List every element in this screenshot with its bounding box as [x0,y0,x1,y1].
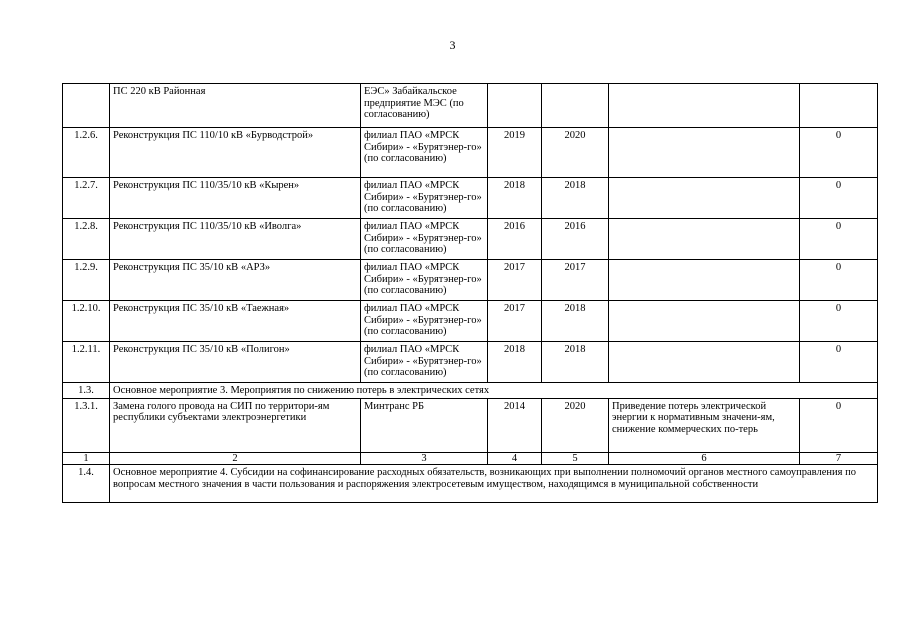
cell-value: 0 [800,342,878,383]
cell-num: 1.2.10. [63,301,110,342]
cell-executor: ЕЭС» Забайкальское предприятие МЭС (по согласованию) [361,84,488,128]
cell-value: 0 [800,398,878,452]
column-number: 4 [488,452,542,465]
cell-value [800,84,878,128]
column-number: 1 [63,452,110,465]
cell-executor: филиал ПАО «МРСК Сибири» - «Бурятэнер-го» (по согласованию) [361,128,488,178]
cell-result [609,219,800,260]
section-title: Основное мероприятие 3. Мероприятия по снижению потерь в электрических сетях [110,383,878,399]
cell-start: 2019 [488,128,542,178]
cell-start: 2017 [488,260,542,301]
cell-end: 2018 [542,178,609,219]
cell-start: 2018 [488,178,542,219]
cell-start [488,84,542,128]
cell-num: 1.2.8. [63,219,110,260]
cell-end [542,84,609,128]
cell-start: 2018 [488,342,542,383]
cell-name: Реконструкция ПС 35/10 кВ «АРЗ» [110,260,361,301]
section-num: 1.4. [63,465,110,503]
cell-name: Реконструкция ПС 110/10 кВ «Бурводстрой» [110,128,361,178]
column-number: 2 [110,452,361,465]
cell-name: Реконструкция ПС 110/35/10 кВ «Кырен» [110,178,361,219]
table-row [63,342,878,383]
cell-end: 2018 [542,301,609,342]
cell-result [609,260,800,301]
cell-start: 2014 [488,398,542,452]
section-num: 1.3. [63,383,110,399]
table-row [63,219,878,260]
cell-value: 0 [800,260,878,301]
cell-value: 0 [800,301,878,342]
column-number: 6 [609,452,800,465]
cell-executor: филиал ПАО «МРСК Сибири» - «Бурятэнер-го» (по согласованию) [361,342,488,383]
cell-executor: филиал ПАО «МРСК Сибири» - «Бурятэнер-го» (по согласованию) [361,301,488,342]
cell-result [609,342,800,383]
cell-start: 2016 [488,219,542,260]
cell-name: Замена голого провода на СИП по территори-ям республики субъектами электроэнергетики [110,398,361,452]
table-row [63,260,878,301]
cell-num [63,84,110,128]
column-number-row [63,452,878,465]
cell-name: Реконструкция ПС 110/35/10 кВ «Иволга» [110,219,361,260]
column-number: 5 [542,452,609,465]
cell-executor: Минтранс РБ [361,398,488,452]
cell-result [609,178,800,219]
cell-end: 2017 [542,260,609,301]
cell-end: 2020 [542,398,609,452]
cell-num: 1.2.9. [63,260,110,301]
cell-end: 2018 [542,342,609,383]
cell-start: 2017 [488,301,542,342]
program-table [62,83,878,503]
table-row [63,84,878,128]
cell-end: 2016 [542,219,609,260]
cell-result [609,301,800,342]
column-number: 3 [361,452,488,465]
cell-num: 1.2.11. [63,342,110,383]
cell-value: 0 [800,178,878,219]
cell-result [609,128,800,178]
table-row [63,128,878,178]
cell-num: 1.3.1. [63,398,110,452]
cell-executor: филиал ПАО «МРСК Сибири» - «Бурятэнер-го» (по согласованию) [361,260,488,301]
page-number: 3 [449,38,456,52]
section-row [63,383,878,399]
cell-result [609,84,800,128]
cell-value: 0 [800,128,878,178]
cell-end: 2020 [542,128,609,178]
cell-result: Приведение потерь электрической энергии к нормативным значени-ям, снижение коммерческих по-терь [609,398,800,452]
cell-name: ПС 220 кВ Районная [110,84,361,128]
cell-num: 1.2.7. [63,178,110,219]
section-row [63,465,878,503]
cell-executor: филиал ПАО «МРСК Сибири» - «Бурятэнер-го» (по согласованию) [361,178,488,219]
cell-executor: филиал ПАО «МРСК Сибири» - «Бурятэнер-го» (по согласованию) [361,219,488,260]
column-number: 7 [800,452,878,465]
table-row [63,178,878,219]
table-row [63,398,878,452]
cell-value: 0 [800,219,878,260]
table-row [63,301,878,342]
section-title: Основное мероприятие 4. Субсидии на софинансирование расходных обязательств, возникающих при выполнении полномочий органов местного самоуправления по вопросам местного значения в части пользования и распоряжения электросетевым имуществом, находящимся в муниципальной собственности [110,465,878,503]
cell-num: 1.2.6. [63,128,110,178]
cell-name: Реконструкция ПС 35/10 кВ «Таежная» [110,301,361,342]
cell-name: Реконструкция ПС 35/10 кВ «Полигон» [110,342,361,383]
